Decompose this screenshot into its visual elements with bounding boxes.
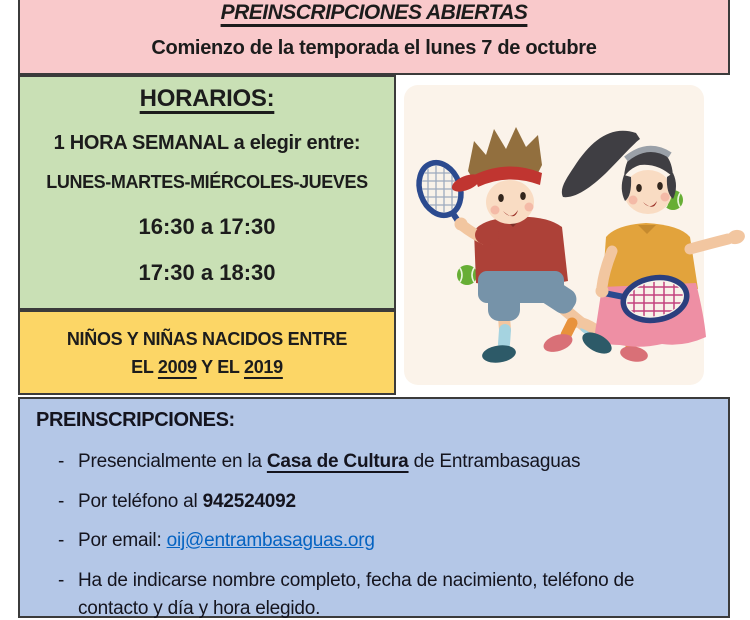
registration-item [58,567,712,620]
plain-text: Por teléfono al [78,490,203,512]
list-dash: - [58,490,65,512]
schedule-intro: 1 HORA SEMANAL a elegir entre: [53,132,361,154]
plain-text: Ha de indicarse nombre completo, fecha de nacimiento, teléfono de contacto y día y hora elegido. [78,569,635,619]
age-line1: NIÑOS Y NIÑAS NACIDOS ENTRE [66,329,348,349]
plain-text: Por email: [78,530,167,551]
emphasized-text: Casa de Cultura [266,451,409,472]
registration-item [58,448,712,477]
banner-box [18,0,730,75]
schedule-time-slot: 16:30 a 17:30 [138,214,276,239]
year-to: 2019 [244,356,283,377]
emphasized-text: 942524092 [202,490,296,512]
tennis-kids-svg [396,75,750,395]
schedule-box [18,75,396,310]
registration-item-text [78,448,580,477]
registration-item-text [78,488,296,517]
tennis-ball-left [457,265,477,285]
age-box [18,310,396,395]
registration-item-text [78,527,375,556]
email-link[interactable]: oij@entrambasaguas.org [166,530,375,551]
list-dash: - [58,530,65,551]
registration-item [58,488,712,517]
registration-item-text [78,567,638,620]
list-dash: - [58,451,65,472]
plain-text: Presencialmente en la [78,451,267,472]
schedule-time-slot: 17:30 a 18:30 [138,260,276,285]
schedule-days: LUNES-MARTES-MIÉRCOLES-JUEVES [46,172,368,192]
plain-text: de Entrambasaguas [408,451,581,472]
banner-subtitle: Comienzo de la temporada el lunes 7 de octubre [151,37,597,59]
schedule-heading: HORARIOS: [139,85,275,112]
year-from: 2009 [157,356,197,377]
registration-item [58,527,712,556]
banner-title: PREINSCRIPCIONES ABIERTAS [220,1,528,24]
registration-heading: PREINSCRIPCIONES: [36,409,235,431]
registration-box [18,397,730,618]
list-dash: - [58,569,65,591]
tennis-kids-illustration [396,75,750,395]
age-line2: EL 2009 Y EL 2019 [131,356,283,377]
registration-list [36,448,712,620]
